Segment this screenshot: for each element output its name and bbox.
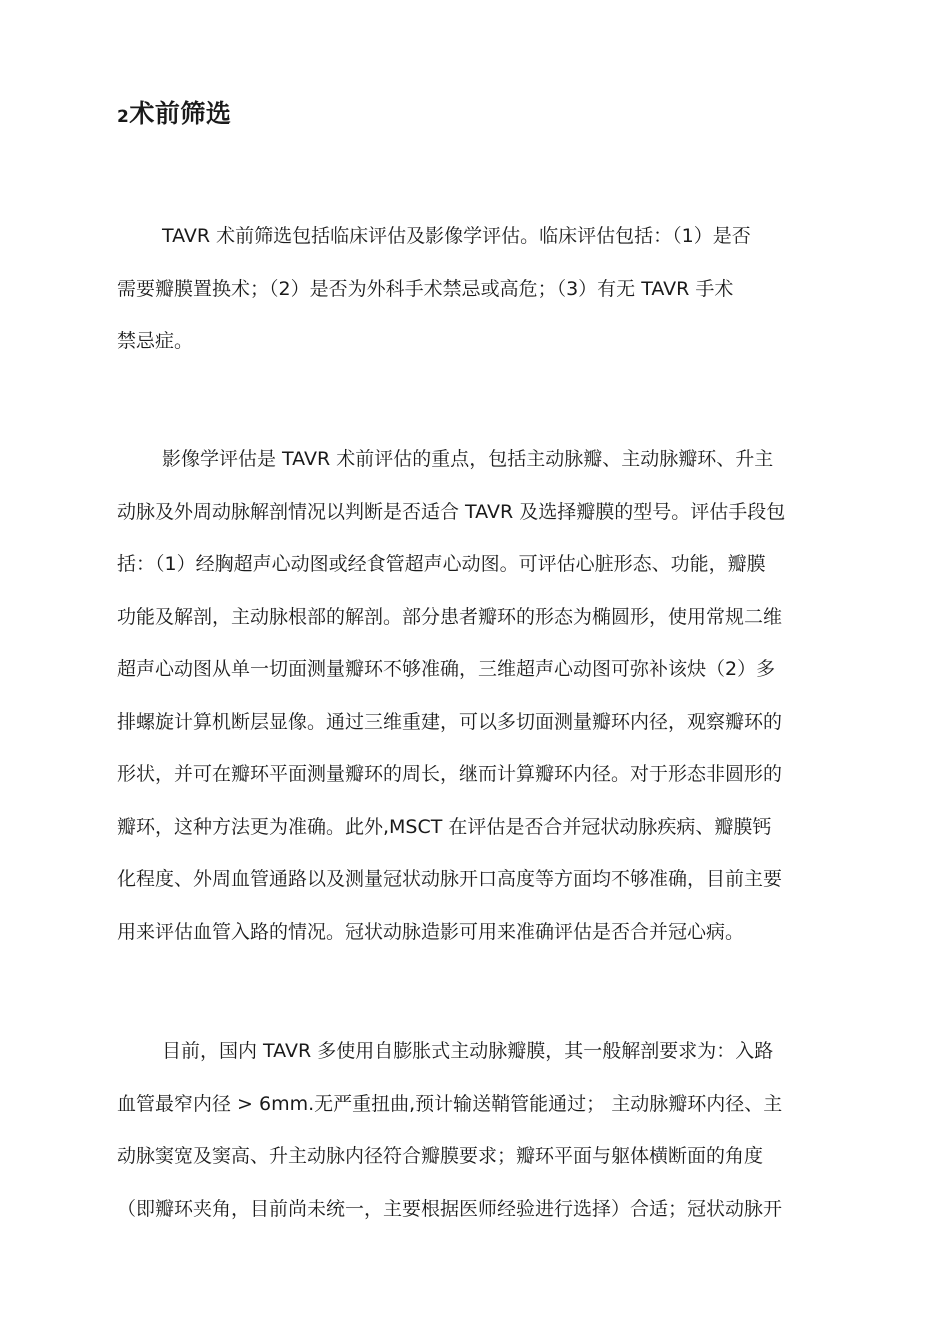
paragraph-line: 形状，并可在瓣环平面测量瓣环的周长，继而计算瓣环内径。对于形态非圆形的 (117, 763, 783, 785)
paragraph-line: 排螺旋计算机断层显像。通过三维重建，可以多切面测量瓣环内径，观察瓣环的 (117, 710, 783, 733)
paragraph-line: 用来评估血管入路的情况。冠状动脉造影可用来准确评估是否合并冠心病。 (117, 920, 745, 943)
paragraph-imaging-assessment (117, 433, 837, 958)
paragraph-line: 瓣环，这种方法更为准确。此外,MSCT 在评估是否合并冠状动脉疾病、瓣膜钙 (117, 815, 772, 838)
section-heading (117, 96, 231, 135)
paragraph-anatomy-requirements (117, 1025, 837, 1235)
paragraph-line: 化程度、外周血管通路以及测量冠状动脉开口高度等方面均不够准确，目前主要 (117, 868, 783, 890)
paragraph-line: 需要瓣膜置换术；（2）是否为外科手术禁忌或高危；（3）有无 TAVR 手术 (117, 277, 734, 300)
paragraph-line: 血管最窄内径 > 6mm.无严重扭曲,预计输送鞘管能通过； 主动脉瓣环内径、主 (117, 1092, 783, 1115)
section-title: 术前筛选 (129, 99, 232, 128)
paragraph-line: 影像学评估是 TAVR 术前评估的重点，包括主动脉瓣、主动脉瓣环、升主 (162, 448, 774, 470)
paragraph-clinical-assessment (117, 210, 837, 368)
paragraph-line: 目前，国内 TAVR 多使用自膨胀式主动脉瓣膜，其一般解剖要求为：入路 (162, 1040, 774, 1062)
paragraph-line: （即瓣环夹角，目前尚未统一，主要根据医师经验进行选择）合适；冠状动脉开 (117, 1197, 783, 1220)
paragraph-line: 禁忌症。 (117, 330, 194, 352)
paragraph-line: 超声心动图从单一切面测量瓣环不够准确，三维超声心动图可弥补该炔（2）多 (117, 658, 776, 680)
paragraph-line: TAVR 术前筛选包括临床评估及影像学评估。临床评估包括：（1）是否 (162, 225, 751, 247)
section-number: 2 (117, 107, 130, 127)
paragraph-line: 功能及解剖，主动脉根部的解剖。部分患者瓣环的形态为椭圆形，使用常规二维 (117, 605, 783, 628)
paragraph-line: 括：（1）经胸超声心动图或经食管超声心动图。可评估心脏形态、功能，瓣膜 (117, 553, 766, 575)
paragraph-line: 动脉及外周动脉解剖情况以判断是否适合 TAVR 及选择瓣膜的型号。评估手段包 (117, 500, 786, 523)
paragraph-line: 动脉窦宽及窦高、升主动脉内径符合瓣膜要求；瓣环平面与躯体横断面的角度 (117, 1145, 764, 1167)
